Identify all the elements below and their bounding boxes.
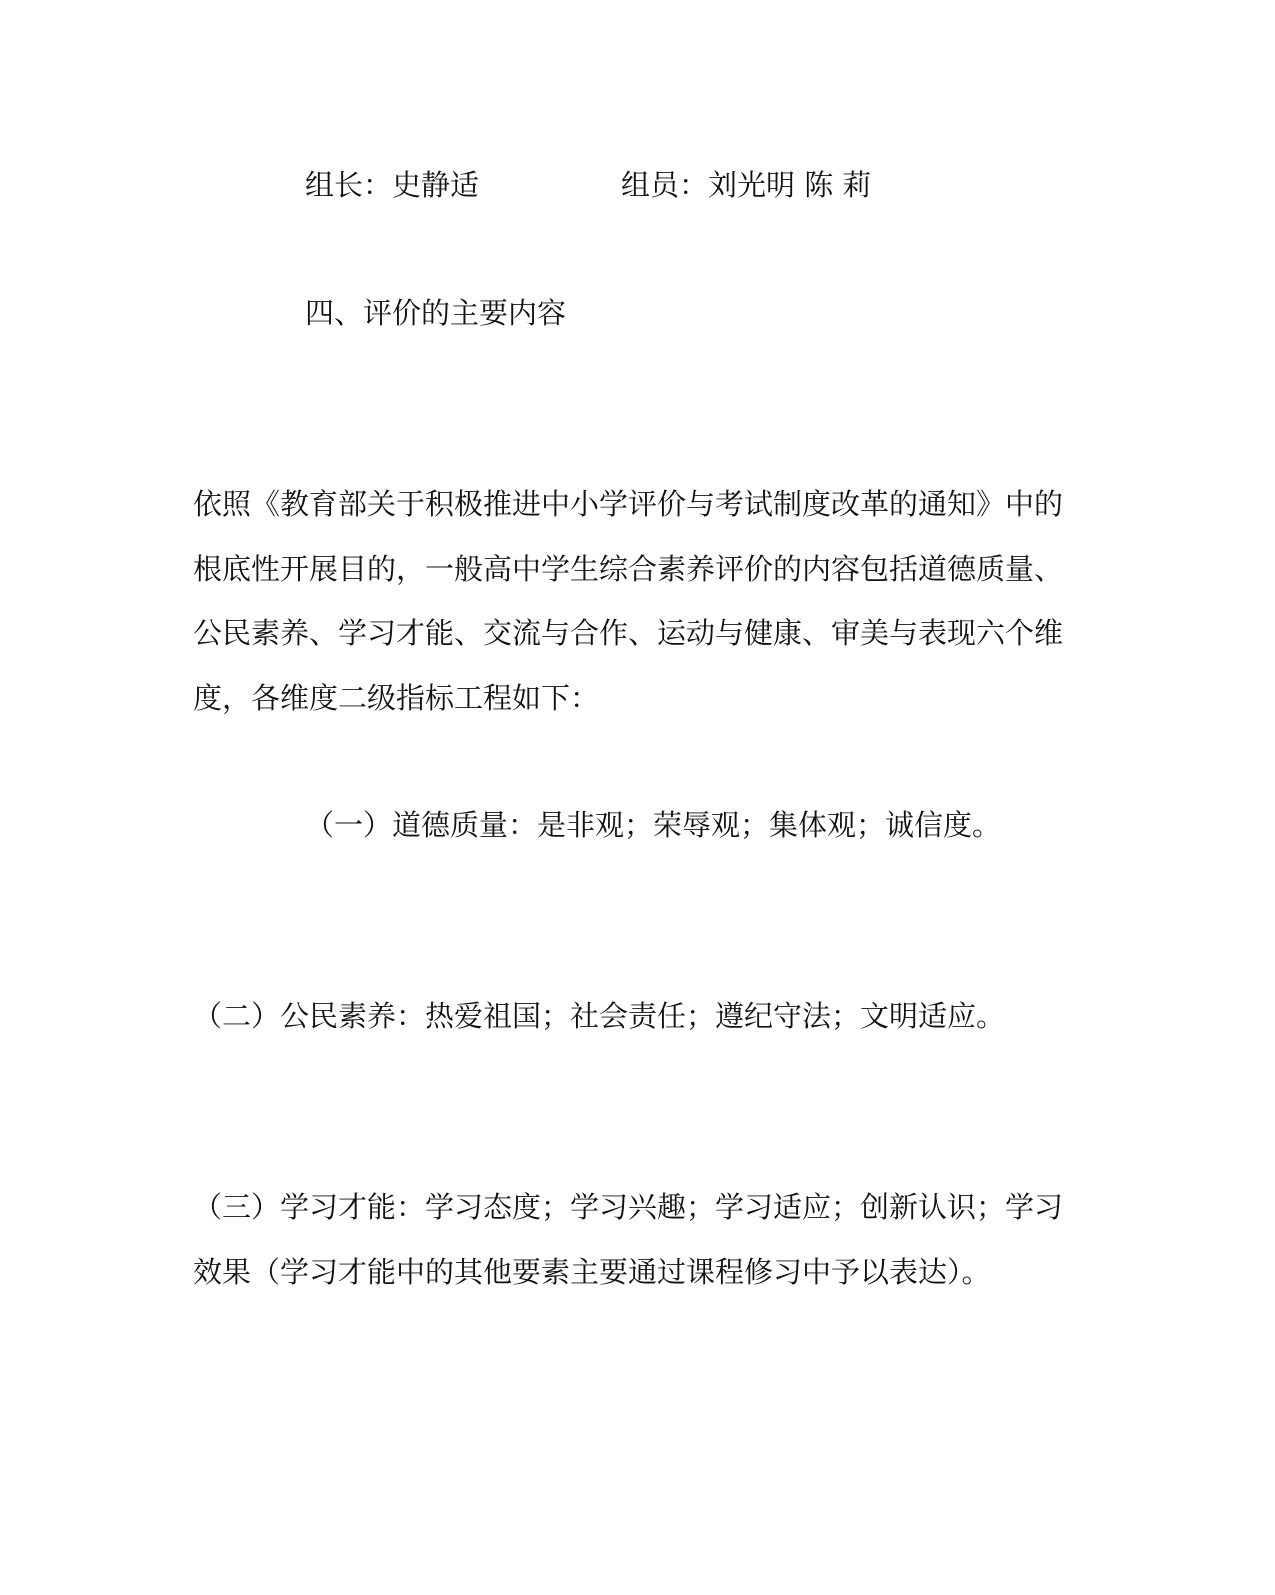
intro-line: 依照《教育部关于积极推进中小学评价与考试制度改革的通知》中的 bbox=[193, 487, 1064, 521]
item-line: （三）学习才能：学习态度；学习兴趣；学习适应；创新认识；学习 bbox=[193, 1190, 1064, 1224]
team-members: 组员：刘光明 陈 莉 bbox=[621, 168, 872, 202]
team-leader: 组长：史静适 bbox=[305, 168, 480, 202]
intro-line: 公民素养、学习才能、交流与合作、运动与健康、审美与表现六个维 bbox=[193, 616, 1064, 650]
intro-line: 根底性开展目的，一般高中学生综合素养评价的内容包括道德质量、 bbox=[193, 551, 1064, 586]
item-moral-quality: （一）道德质量：是非观；荣辱观；集体观；诚信度。 bbox=[305, 808, 1002, 842]
intro-line: 度，各维度二级指标工程如下： bbox=[193, 680, 600, 715]
item-line: 效果（学习才能中的其他要素主要通过课程修习中予以表达）。 bbox=[193, 1254, 991, 1289]
item-learning-ability bbox=[193, 1175, 1073, 1304]
intro-paragraph bbox=[193, 472, 1073, 730]
item-civic-literacy: （二）公民素养：热爱祖国；社会责任；遵纪守法；文明适应。 bbox=[193, 999, 1006, 1033]
section-heading: 四、评价的主要内容 bbox=[305, 296, 567, 330]
